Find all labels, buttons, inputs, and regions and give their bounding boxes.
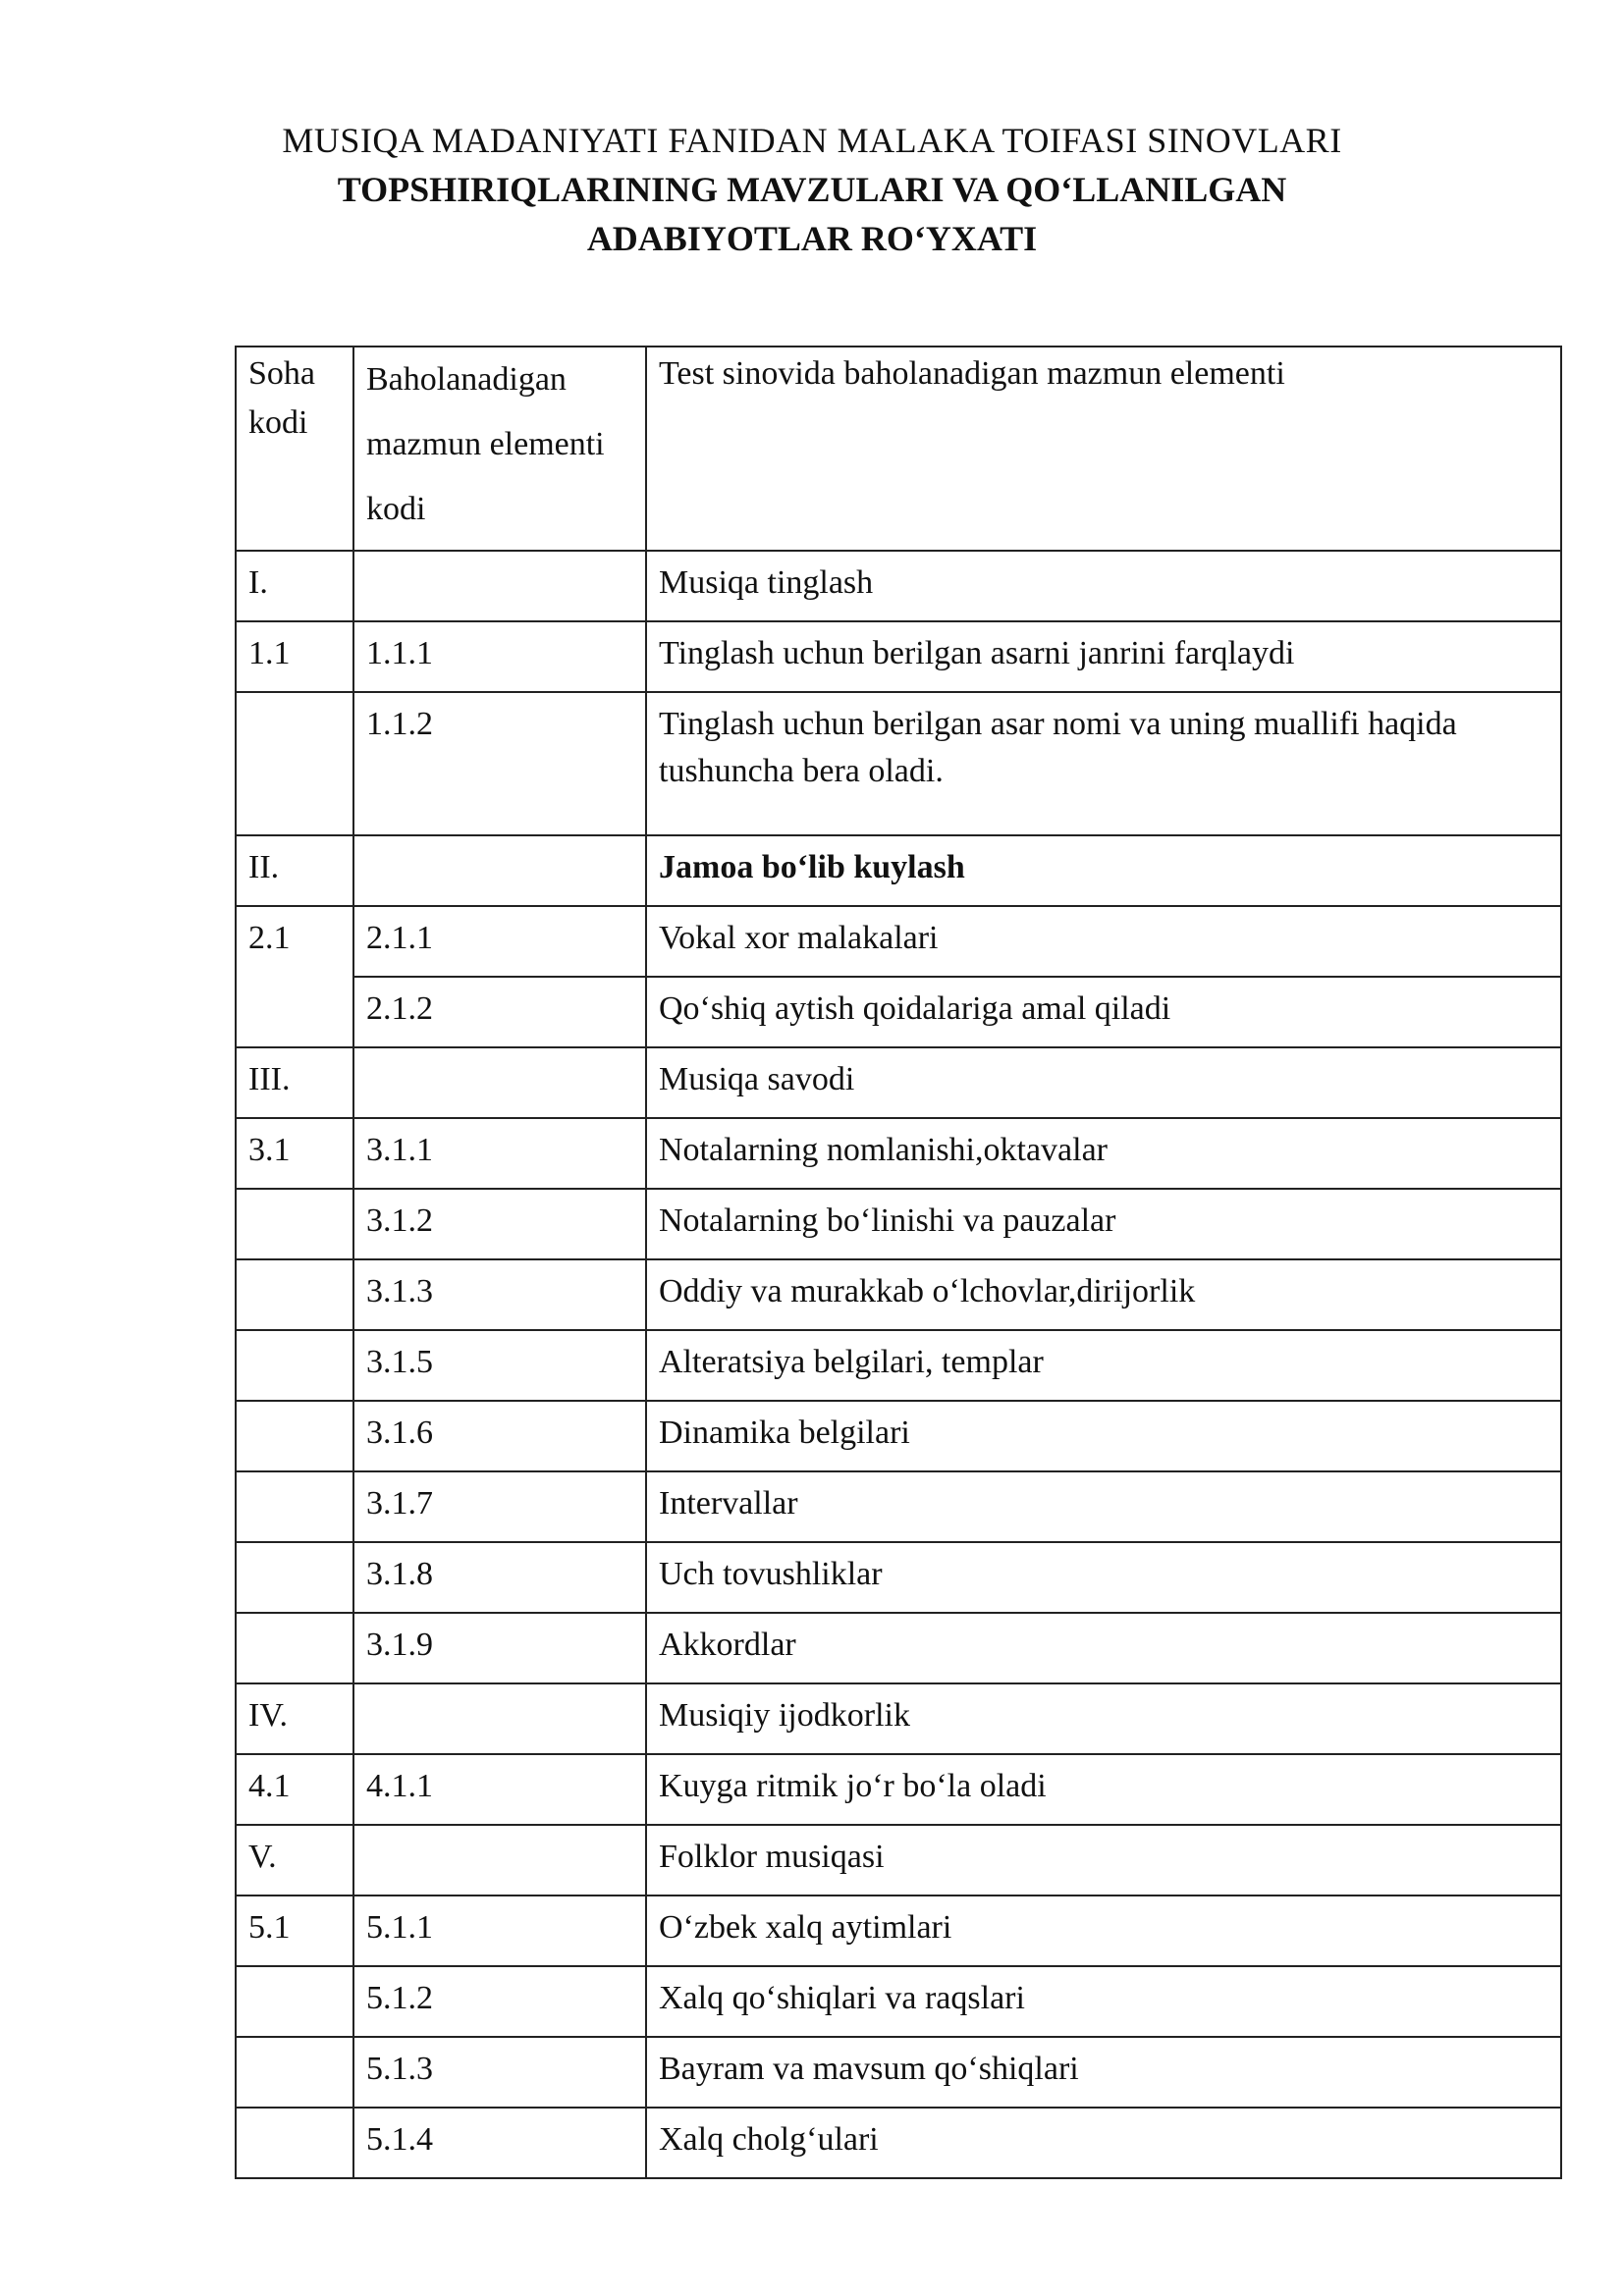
code-cell: 3.1.8 xyxy=(353,1542,646,1613)
soha-cell xyxy=(236,1542,353,1613)
element-cell: O‘zbek xalq aytimlari xyxy=(646,1896,1561,1966)
code-cell: 3.1.2 xyxy=(353,1189,646,1259)
title-line-3: ADABIYOTLAR RO‘YXATI xyxy=(586,219,1038,258)
table-row xyxy=(236,1825,1561,1896)
code-cell xyxy=(353,835,646,906)
table-row xyxy=(236,1259,1561,1330)
code-cell: 3.1.9 xyxy=(353,1613,646,1683)
element-cell: Qo‘shiq aytish qoidalariga amal qiladi xyxy=(646,977,1561,1047)
code-cell: 1.1.1 xyxy=(353,621,646,692)
code-cell: 3.1.6 xyxy=(353,1401,646,1471)
table-row xyxy=(236,1118,1561,1189)
code-cell xyxy=(353,551,646,621)
header-element-description: Test sinovida baholanadigan mazmun elementi xyxy=(646,347,1561,551)
element-cell: Akkordlar xyxy=(646,1613,1561,1683)
code-cell: 3.1.3 xyxy=(353,1259,646,1330)
element-cell: Bayram va mavsum qo‘shiqlari xyxy=(646,2037,1561,2108)
element-cell: Oddiy va murakkab o‘lchovlar,dirijorlik xyxy=(646,1259,1561,1330)
content-elements-table xyxy=(235,346,1562,2179)
soha-cell: I. xyxy=(236,551,353,621)
soha-cell xyxy=(236,2037,353,2108)
element-cell: Notalarning nomlanishi,oktavalar xyxy=(646,1118,1561,1189)
soha-cell: II. xyxy=(236,835,353,906)
title-line-2: TOPSHIRIQLARINING MAVZULARI VA QO‘LLANILGAN xyxy=(337,170,1287,209)
soha-cell xyxy=(236,2108,353,2178)
element-cell: Xalq qo‘shiqlari va raqslari xyxy=(646,1966,1561,2037)
soha-cell xyxy=(236,1613,353,1683)
code-cell: 3.1.5 xyxy=(353,1330,646,1401)
soha-cell xyxy=(236,1189,353,1259)
code-cell: 4.1.1 xyxy=(353,1754,646,1825)
element-cell: Tinglash uchun berilgan asarni janrini farqlaydi xyxy=(646,621,1561,692)
code-cell xyxy=(353,1047,646,1118)
table-row xyxy=(236,1683,1561,1754)
table-row xyxy=(236,551,1561,621)
table-row xyxy=(236,1330,1561,1401)
element-cell: Kuyga ritmik jo‘r bo‘la oladi xyxy=(646,1754,1561,1825)
table-row xyxy=(236,977,1561,1047)
code-cell: 1.1.2 xyxy=(353,692,646,835)
code-cell: 3.1.1 xyxy=(353,1118,646,1189)
table-row xyxy=(236,835,1561,906)
table-row xyxy=(236,1542,1561,1613)
soha-cell xyxy=(236,1966,353,2037)
element-cell: Alteratsiya belgilari, templar xyxy=(646,1330,1561,1401)
table-header-row xyxy=(236,347,1561,551)
table-row xyxy=(236,2108,1561,2178)
header-soha-kodi: Soha kodi xyxy=(236,347,353,551)
soha-cell xyxy=(236,692,353,835)
code-cell: 2.1.1 xyxy=(353,906,646,977)
element-cell: Musiqa savodi xyxy=(646,1047,1561,1118)
title-line-1: MUSIQA MADANIYATI FANIDAN MALAKA TOIFASI SINOVLARI xyxy=(282,121,1342,160)
soha-cell: 3.1 xyxy=(236,1118,353,1189)
code-cell: 2.1.2 xyxy=(353,977,646,1047)
element-cell: Uch tovushliklar xyxy=(646,1542,1561,1613)
soha-cell xyxy=(236,1330,353,1401)
element-cell: Tinglash uchun berilgan asar nomi va uning muallifi haqida tushuncha bera oladi. xyxy=(646,692,1561,835)
element-cell: Musiqiy ijodkorlik xyxy=(646,1683,1561,1754)
element-cell: Notalarning bo‘linishi va pauzalar xyxy=(646,1189,1561,1259)
soha-cell xyxy=(236,1471,353,1542)
code-cell: 5.1.1 xyxy=(353,1896,646,1966)
table-row xyxy=(236,1966,1561,2037)
code-cell: 5.1.3 xyxy=(353,2037,646,2108)
table-row xyxy=(236,1401,1561,1471)
table-row xyxy=(236,621,1561,692)
element-cell: Jamoa bo‘lib kuylash xyxy=(646,835,1561,906)
soha-cell xyxy=(236,1259,353,1330)
soha-cell: 1.1 xyxy=(236,621,353,692)
soha-cell: IV. xyxy=(236,1683,353,1754)
code-cell xyxy=(353,1825,646,1896)
element-cell: Vokal xor malakalari xyxy=(646,906,1561,977)
element-cell: Xalq cholg‘ulari xyxy=(646,2108,1561,2178)
soha-cell: III. xyxy=(236,1047,353,1118)
table-row xyxy=(236,2037,1561,2108)
code-cell: 5.1.4 xyxy=(353,2108,646,2178)
soha-cell xyxy=(236,977,353,1047)
table-row xyxy=(236,906,1561,977)
header-element-code: Baholanadigan mazmun elementi kodi xyxy=(353,347,646,551)
soha-cell xyxy=(236,1401,353,1471)
document-title xyxy=(0,116,1624,263)
soha-cell: 5.1 xyxy=(236,1896,353,1966)
table-row xyxy=(236,1613,1561,1683)
element-cell: Folklor musiqasi xyxy=(646,1825,1561,1896)
table-row xyxy=(236,1047,1561,1118)
table-row xyxy=(236,1754,1561,1825)
table-row xyxy=(236,1189,1561,1259)
soha-cell: 4.1 xyxy=(236,1754,353,1825)
soha-cell: V. xyxy=(236,1825,353,1896)
element-cell: Musiqa tinglash xyxy=(646,551,1561,621)
soha-cell: 2.1 xyxy=(236,906,353,977)
table-row xyxy=(236,1896,1561,1966)
code-cell: 3.1.7 xyxy=(353,1471,646,1542)
code-cell: 5.1.2 xyxy=(353,1966,646,2037)
code-cell xyxy=(353,1683,646,1754)
table-row xyxy=(236,1471,1561,1542)
element-cell: Intervallar xyxy=(646,1471,1561,1542)
element-cell: Dinamika belgilari xyxy=(646,1401,1561,1471)
table-row xyxy=(236,692,1561,835)
